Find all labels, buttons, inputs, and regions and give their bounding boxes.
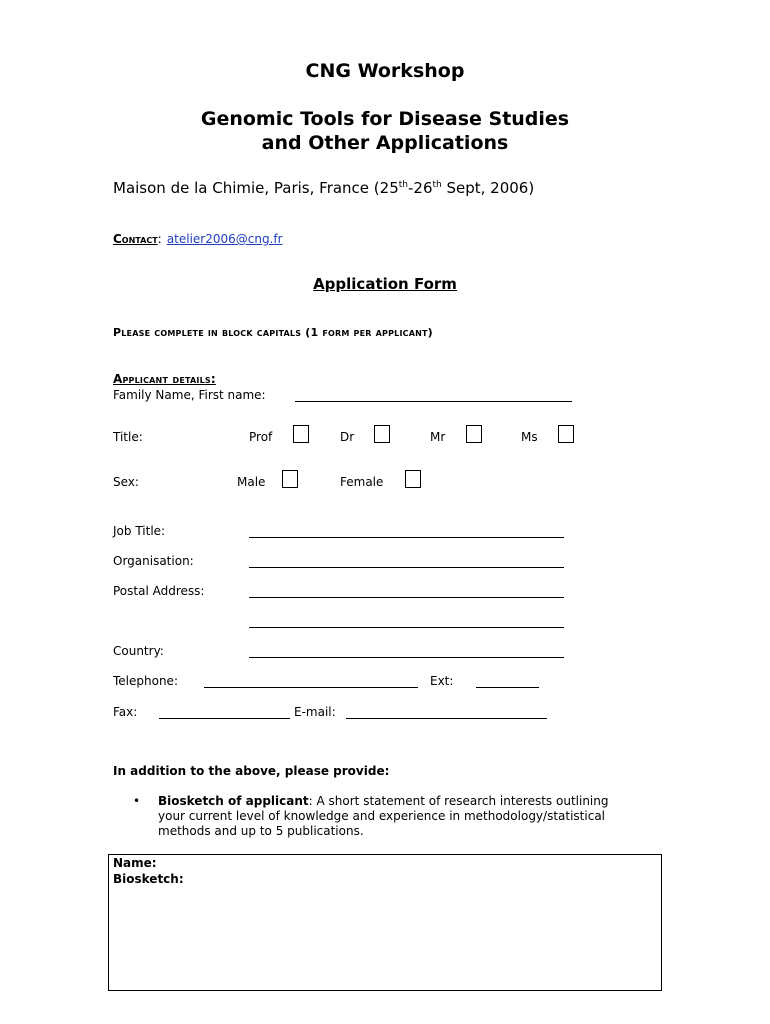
biosketch-label: Biosketch:	[113, 872, 184, 886]
telephone-label: Telephone:	[113, 674, 178, 688]
email-label: E-mail:	[294, 705, 336, 719]
ext-label: Ext:	[430, 674, 454, 688]
venue-mid: -26	[407, 179, 433, 197]
title-label: Title:	[113, 430, 143, 444]
sex-option-male-label: Male	[237, 475, 266, 489]
family-name-field[interactable]	[295, 401, 572, 402]
organisation-label: Organisation:	[113, 554, 194, 568]
fax-field[interactable]	[159, 718, 290, 719]
sex-label: Sex:	[113, 475, 139, 489]
biosketch-box[interactable]	[108, 854, 662, 991]
telephone-field[interactable]	[204, 687, 418, 688]
family-name-label: Family Name, First name:	[113, 388, 266, 402]
title-dr-checkbox[interactable]	[374, 425, 390, 443]
contact-email-link[interactable]: atelier2006@cng.fr	[166, 232, 283, 246]
venue-line	[113, 179, 534, 197]
fax-label: Fax:	[113, 705, 138, 719]
job-title-field[interactable]	[249, 537, 564, 538]
applicant-details-heading: Applicant details:	[113, 372, 216, 386]
title-option-dr-label: Dr	[340, 430, 355, 444]
contact-label: Contact	[113, 232, 158, 246]
country-field[interactable]	[249, 657, 564, 658]
venue-sup-1: th	[398, 180, 408, 190]
biosketch-bold-label: Biosketch of applicant	[158, 794, 309, 808]
title-option-prof-label: Prof	[249, 430, 273, 444]
title-mr-checkbox[interactable]	[466, 425, 482, 443]
postal-address-label: Postal Address:	[113, 584, 205, 598]
bullet-icon: •	[133, 794, 141, 808]
venue-suffix: Sept, 2006)	[441, 179, 535, 197]
form-title: Application Form	[313, 275, 457, 293]
organisation-field[interactable]	[249, 567, 564, 568]
country-label: Country:	[113, 644, 164, 658]
email-field[interactable]	[346, 718, 547, 719]
title-option-mr-label: Mr	[430, 430, 446, 444]
title-option-ms-label: Ms	[521, 430, 538, 444]
workshop-subtitle-line1: Genomic Tools for Disease Studies	[200, 108, 570, 130]
name-label: Name:	[113, 856, 157, 870]
workshop-subtitle-line2: and Other Applications	[261, 132, 509, 154]
biosketch-description: : A short statement of research interests outlining your current level of knowledge and experience in methodology/statistical methods and up to 5 publications.	[158, 794, 609, 838]
sex-female-checkbox[interactable]	[405, 470, 421, 488]
ext-field[interactable]	[476, 687, 539, 688]
sex-option-female-label: Female	[340, 475, 384, 489]
provide-heading: In addition to the above, please provide:	[113, 764, 390, 778]
contact-line	[113, 228, 283, 247]
job-title-label: Job Title:	[113, 524, 166, 538]
venue-prefix: Maison de la Chimie, Paris, France (25	[113, 179, 399, 197]
biosketch-instruction	[158, 794, 638, 839]
postal-address-field-1[interactable]	[249, 597, 564, 598]
title-prof-checkbox[interactable]	[293, 425, 309, 443]
sex-male-checkbox[interactable]	[282, 470, 298, 488]
instruction-text: Please complete in block capitals (1 form per applicant)	[113, 326, 433, 339]
venue-sup-2: th	[432, 180, 442, 190]
workshop-title: CNG Workshop	[305, 60, 465, 82]
postal-address-field-2[interactable]	[249, 627, 564, 628]
contact-separator: :	[157, 232, 162, 246]
title-ms-checkbox[interactable]	[558, 425, 574, 443]
